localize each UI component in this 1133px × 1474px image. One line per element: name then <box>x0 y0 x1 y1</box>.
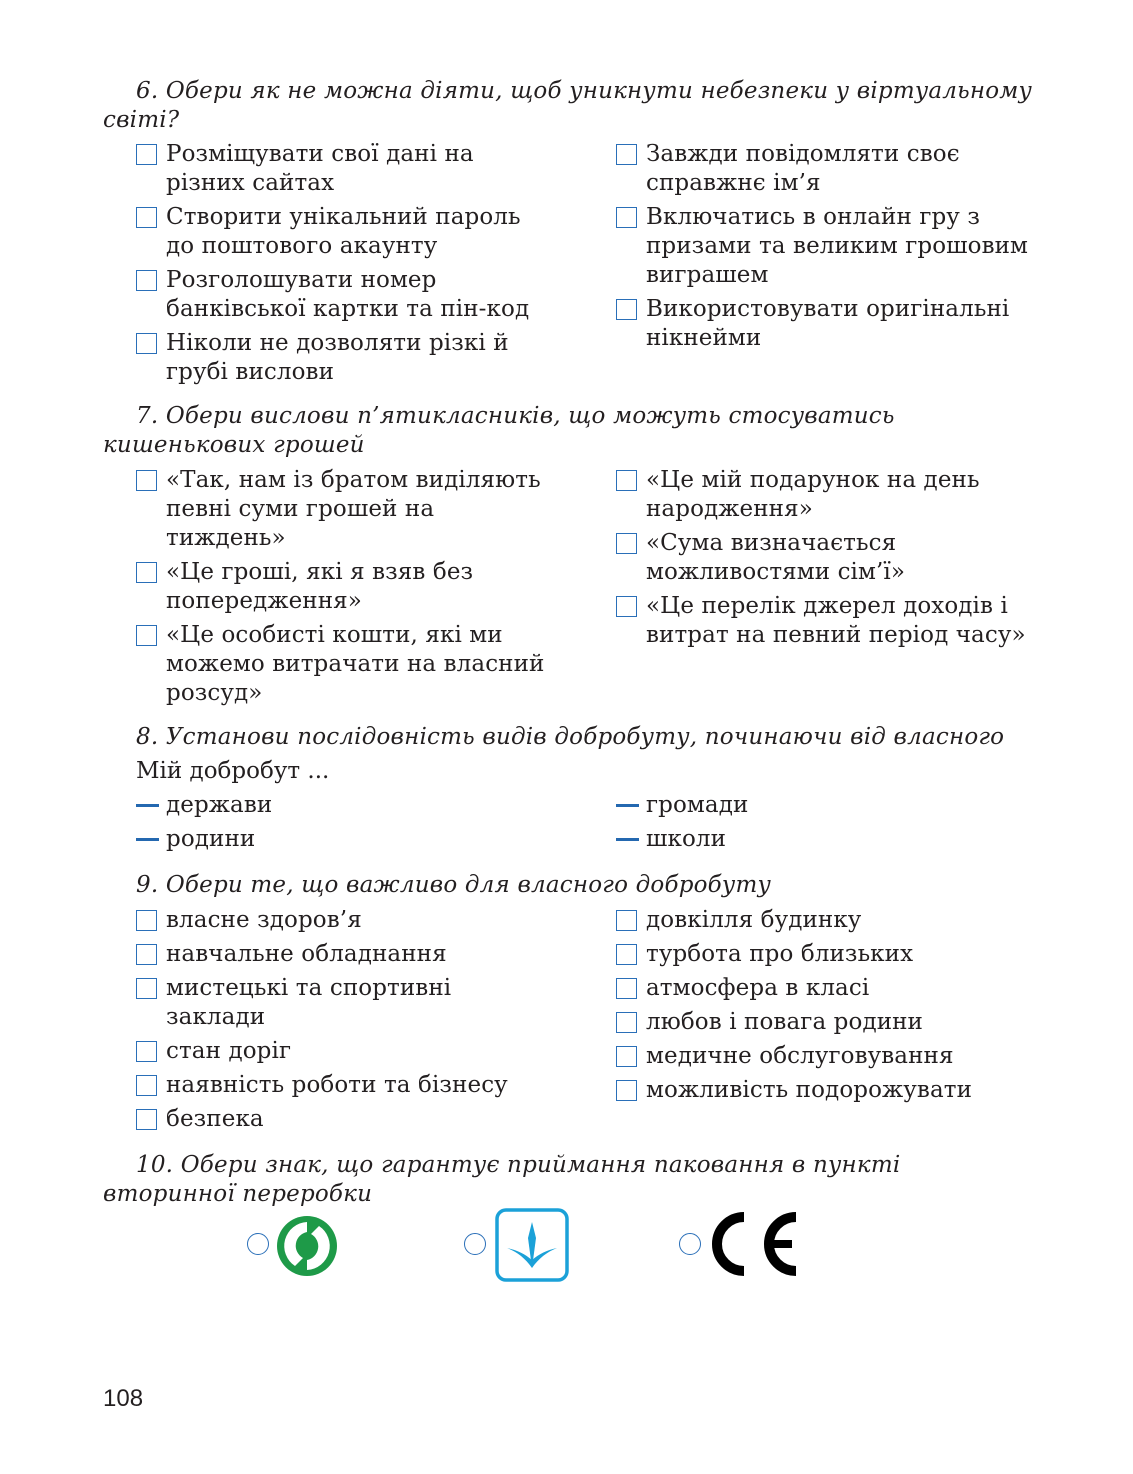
q9-option-3[interactable]: мистецькі та спортивні заклади <box>136 974 576 1032</box>
q6-option-1[interactable]: Розміщувати свої дані на різних сайтах <box>136 140 576 198</box>
q9-option-12[interactable]: можливість подорожувати <box>616 1076 1056 1105</box>
checkbox[interactable] <box>136 1109 157 1130</box>
checkbox[interactable] <box>136 625 157 646</box>
ce-mark-icon <box>704 1211 800 1277</box>
q8-item-3[interactable]: громади <box>616 791 1056 820</box>
checkbox[interactable] <box>136 978 157 999</box>
answer-dash <box>136 838 159 841</box>
q9-option-8[interactable]: турбота про близьких <box>616 940 1056 969</box>
green-dot-icon <box>275 1214 339 1278</box>
checkbox[interactable] <box>616 978 637 999</box>
q9-option-1[interactable]: власне здоров’я <box>136 906 576 935</box>
q8-item-2[interactable]: родини <box>136 825 576 854</box>
q9-option-4[interactable]: стан доріг <box>136 1037 576 1066</box>
q8-item-4[interactable]: школи <box>616 825 1056 854</box>
q10-radio-3[interactable] <box>679 1233 701 1255</box>
checkbox[interactable] <box>616 944 637 965</box>
checkbox[interactable] <box>136 333 157 354</box>
q6-option-3[interactable]: Розголошувати номер банківської картки та пін-код <box>136 266 576 324</box>
question-10-title: 10. Обери знак, що гарантує приймання паковання в пункті вторинної переробки <box>103 1152 901 1207</box>
question-8-title: 8. Установи послідовність видів добробуту, починаючи від власного <box>136 724 1005 750</box>
question-6-title: 6. Обери як не можна діяти, щоб уникнути небезпеки у віртуальному світі? <box>103 78 1033 133</box>
q6-option-6[interactable]: Включатись в онлайн гру з призами та великим грошовим виграшем <box>616 203 1056 290</box>
q6-option-4[interactable]: Ніколи не дозволяти різкі й грубі вислови <box>136 329 576 387</box>
question-9-title: 9. Обери те, що важливо для власного добробуту <box>136 872 772 898</box>
q6-option-2[interactable]: Створити унікальний пароль до поштового акаунту <box>136 203 576 261</box>
q7-option-2[interactable]: «Це гроші, які я взяв без попередження» <box>136 558 576 616</box>
page-number: 108 <box>103 1385 144 1412</box>
q9-option-11[interactable]: медичне обслуговування <box>616 1042 1056 1071</box>
q6-option-5[interactable]: Завжди повідомляти своє справжнє ім’я <box>616 140 1056 198</box>
checkbox[interactable] <box>616 1012 637 1033</box>
answer-dash <box>616 804 639 807</box>
q8-item-1[interactable]: держави <box>136 791 576 820</box>
checkbox[interactable] <box>136 1075 157 1096</box>
checkbox[interactable] <box>616 207 637 228</box>
checkbox[interactable] <box>616 1046 637 1067</box>
q7-option-5[interactable]: «Сума визначається можливостями сім’ї» <box>616 529 1056 587</box>
q8-lead-text: Мій добробут ... <box>136 758 330 784</box>
checkbox[interactable] <box>136 910 157 931</box>
q7-option-6[interactable]: «Це перелік джерел доходів і витрат на певний період часу» <box>616 592 1056 650</box>
q9-option-5[interactable]: наявність роботи та бізнесу <box>136 1071 576 1100</box>
checkbox[interactable] <box>616 596 637 617</box>
checkbox[interactable] <box>136 270 157 291</box>
question-7-title: 7. Обери вислови п’ятикласників, що можуть стосуватись кишенькових грошей <box>103 403 895 458</box>
checkbox[interactable] <box>616 533 637 554</box>
q10-radio-2[interactable] <box>464 1233 486 1255</box>
answer-dash <box>136 804 159 807</box>
checkbox[interactable] <box>136 1041 157 1062</box>
checkbox[interactable] <box>136 207 157 228</box>
checkbox[interactable] <box>136 562 157 583</box>
q9-option-2[interactable]: навчальне обладнання <box>136 940 576 969</box>
checkbox[interactable] <box>136 944 157 965</box>
q7-option-1[interactable]: «Так, нам із братом виділяють певні суми грошей на тиждень» <box>136 466 576 553</box>
ukrainian-conformity-mark-icon <box>495 1208 569 1282</box>
q9-option-9[interactable]: атмосфера в класі <box>616 974 1056 1003</box>
checkbox[interactable] <box>136 144 157 165</box>
checkbox[interactable] <box>136 470 157 491</box>
q9-option-10[interactable]: любов і повага родини <box>616 1008 1056 1037</box>
q7-option-3[interactable]: «Це особисті кошти, які ми можемо витрачати на власний розсуд» <box>136 621 576 708</box>
q9-option-6[interactable]: безпека <box>136 1105 576 1134</box>
q7-option-4[interactable]: «Це мій подарунок на день народження» <box>616 466 1056 524</box>
checkbox[interactable] <box>616 144 637 165</box>
answer-dash <box>616 838 639 841</box>
checkbox[interactable] <box>616 910 637 931</box>
checkbox[interactable] <box>616 1080 637 1101</box>
checkbox[interactable] <box>616 299 637 320</box>
checkbox[interactable] <box>616 470 637 491</box>
q6-option-7[interactable]: Використовувати оригінальні нікнейми <box>616 295 1056 353</box>
q10-radio-1[interactable] <box>247 1233 269 1255</box>
q9-option-7[interactable]: довкілля будинку <box>616 906 1056 935</box>
